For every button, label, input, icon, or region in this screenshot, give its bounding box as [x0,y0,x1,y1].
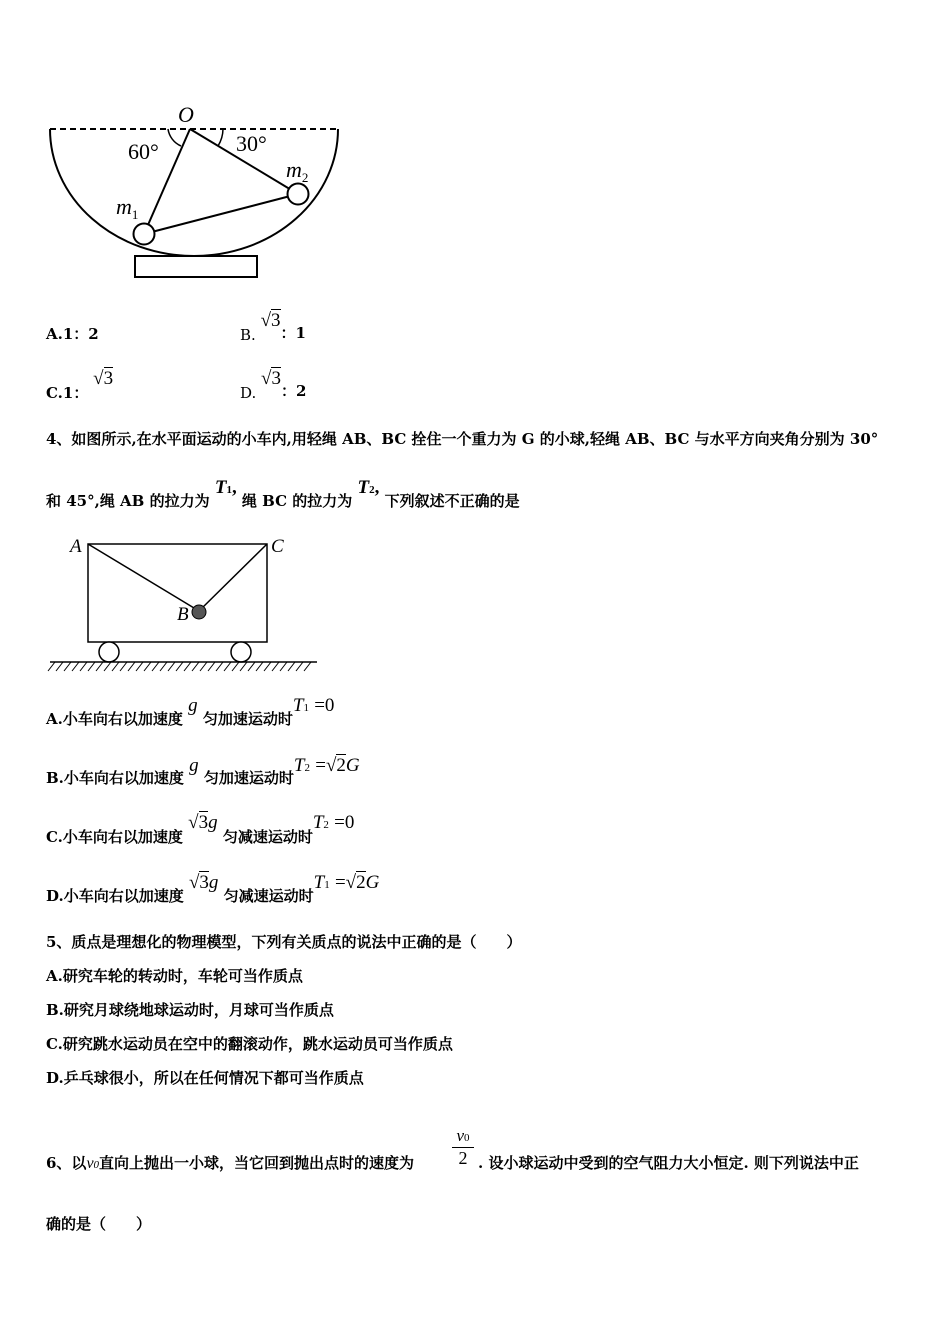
q5-stem: 5、质点是理想化的物理模型，下列有关质点的说法中正确的是（ ） [46,933,522,951]
label-m1: $m_1$ [116,194,139,222]
hatch-line [248,662,255,671]
q4-option-a: A.小车向右以加速度 g 匀加速运动时T1 =0 [46,695,335,728]
hatch-line [168,662,175,671]
cart-figure [45,530,330,675]
hatch-line [304,662,311,671]
sqrt-3: √3 [260,310,281,331]
q3-option-a: A.1：2 [46,325,99,343]
hatch-line [56,662,63,671]
hatch-line [64,662,71,671]
sqrt-3: √3 [261,368,281,389]
hatch-line [160,662,167,671]
q5-option-b: B.研究月球绕地球运动时，月球可当作质点 [46,1001,334,1019]
hatch-line [88,662,95,671]
hatch-line [296,662,303,671]
hatch-line [280,662,287,671]
hatch-line [72,662,79,671]
hatch-line [272,662,279,671]
hatch-line [176,662,183,671]
label-m2: $m_2$ [286,157,309,185]
q4-option-b: B.小车向右以加速度 g 匀加速运动时T2 =√2G [46,755,360,787]
hatch-line [208,662,215,671]
hatch-line [80,662,87,671]
rope-bc [199,544,267,611]
q5-option-c: C.研究跳水运动员在空中的翻滚动作，跳水运动员可当作质点 [46,1035,453,1053]
cart-body [88,544,267,642]
hatch-line [200,662,207,671]
q4-stem-line1: 4、如图所示,在水平面运动的小车内,用轻绳 AB、BC 拴住一个重力为 G 的小球,轻绳 AB、BC 与水平方向夹角分别为 30° [46,430,879,448]
label-30: 30° [236,131,267,156]
hatch-line [256,662,263,671]
hatch-line [288,662,295,671]
q5-option-d: D.乒乓球很小，所以在任何情况下都可当作质点 [46,1069,364,1087]
q5-option-a: A.研究车轮的转动时，车轮可当作质点 [46,967,303,985]
angle-60-arc [168,129,181,146]
hatch-line [152,662,159,671]
wheel-left [99,642,119,662]
q3-option-c: C.1： √3 [46,368,114,402]
hatch-line [48,662,55,671]
angle-30-arc [218,129,223,146]
hatch-line [120,662,127,671]
hatch-line [224,662,231,671]
hatch-line [264,662,271,671]
q3-option-d: D. √3：2 [240,368,307,402]
hatch-line [96,662,103,671]
hatch-line [192,662,199,671]
q6-stem-line1-end: . 设小球运动中受到的空气阻力大小恒定. 则下列说法中正 [478,1154,859,1172]
q6-stem-line1: 6、以v0直向上抛出一小球，当它回到抛出点时的速度为 [46,1154,415,1172]
hatch-line [112,662,119,671]
q6-stem-line2: 确的是（ ） [46,1215,152,1233]
hatch-line [216,662,223,671]
rod-m1-m2 [144,194,298,234]
sqrt-3: √3 [93,368,114,389]
q4-stem-line2: 和 45°,绳 AB 的拉力为 T1, 绳 BC 的拉力为 T2, 下列叙述不正确的是 [46,477,520,510]
mass-m1 [134,224,155,245]
label-a: A [70,536,82,557]
q4-option-c: C.小车向右以加速度 √3g 匀减速运动时T2 =0 [46,812,355,846]
hatch-line [136,662,143,671]
bowl-stand [135,256,257,277]
wheel-right [231,642,251,662]
q4-option-d: D.小车向右以加速度 √3g 匀减速运动时T1 =√2G [46,872,380,905]
hatch-line [104,662,111,671]
label-b: B [177,604,189,625]
v0-over-2-fraction: v0 2 [452,1127,474,1168]
ball-b [192,605,206,619]
rope-ab [88,544,199,611]
bowl-figure [40,95,360,290]
label-60: 60° [128,139,159,164]
hatch-line [184,662,191,671]
hatch-line [144,662,151,671]
mass-m2 [288,184,309,205]
label-o: O [178,102,194,127]
hatch-line [128,662,135,671]
label-c: C [271,536,284,557]
ground-hatching [48,662,311,671]
q3-option-b: B. √3：1 [240,310,306,344]
hatch-line [232,662,239,671]
hatch-line [240,662,247,671]
